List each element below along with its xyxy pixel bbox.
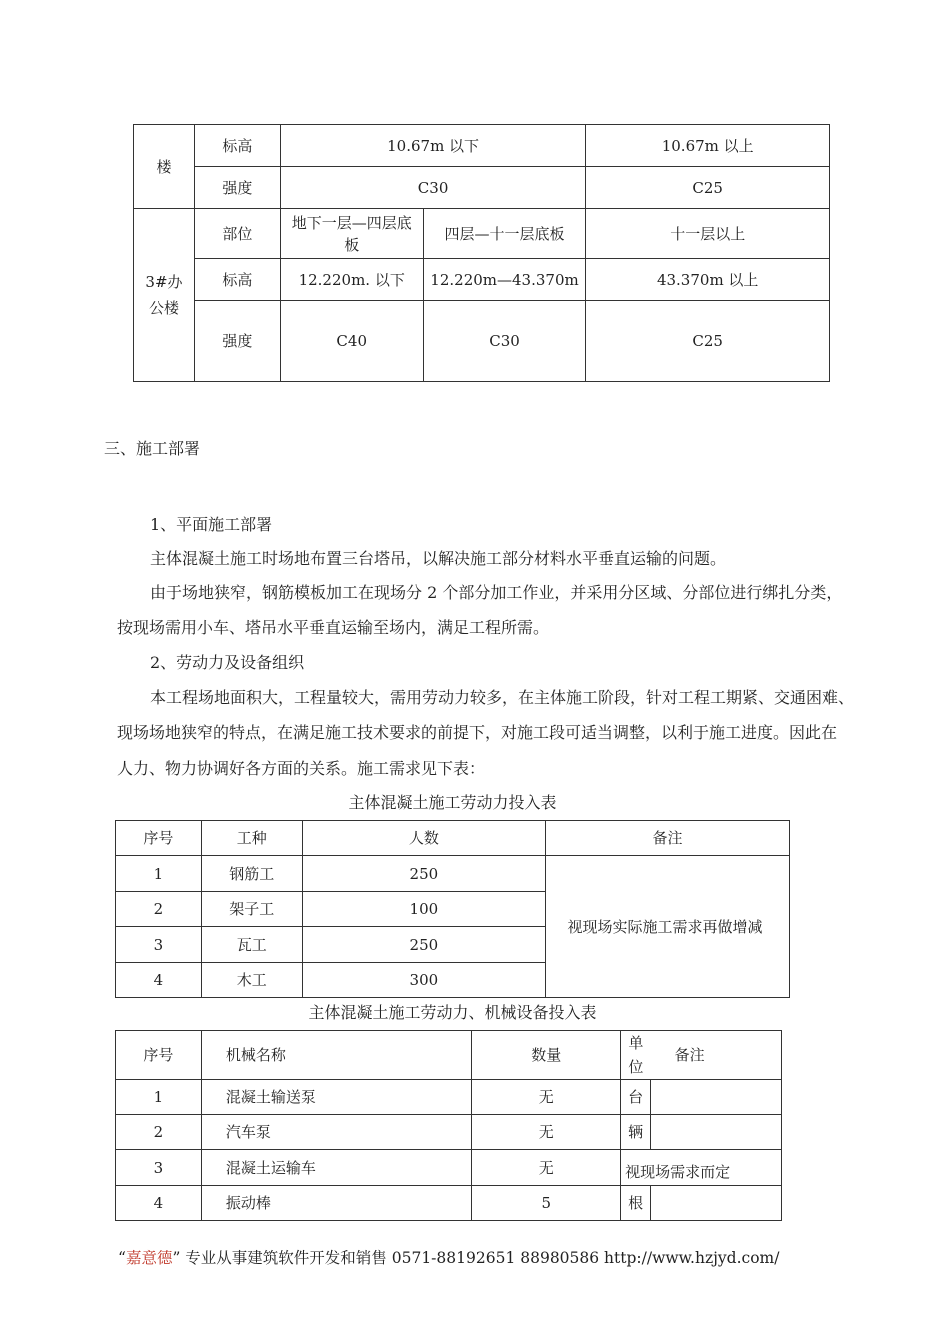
- table-cell: 振动棒: [201, 1186, 472, 1221]
- table-cell: 3: [116, 927, 202, 963]
- cell: 四层—十一层底板: [423, 209, 586, 259]
- table-cell: 2: [116, 892, 202, 927]
- header-cell: 备注: [546, 821, 790, 856]
- cell: 强度: [194, 301, 280, 382]
- table-cell: [651, 1080, 782, 1115]
- cell: C30: [423, 301, 586, 382]
- table-cell: 4: [116, 1186, 202, 1221]
- paragraph-3-line-1: 本工程场地面积大，工程量较大，需用劳动力较多，在主体施工阶段，针对工程工期紧、交通困难、: [150, 688, 855, 707]
- cell: C30: [280, 167, 586, 209]
- building-b-text: 3#办公楼: [145, 273, 183, 317]
- cell: C40: [280, 301, 423, 382]
- table-cell: 汽车泵: [201, 1115, 472, 1150]
- labor-table-caption: 主体混凝土施工劳动力投入表: [348, 793, 557, 812]
- header-cell: 数量: [472, 1031, 621, 1080]
- table-cell: 1: [116, 1080, 202, 1115]
- cell-text: 地下一层—四层底板: [291, 213, 412, 254]
- footer-brand: 嘉意德: [125, 1249, 173, 1267]
- cell: 强度: [194, 167, 280, 209]
- table-cell: 钢筋工: [201, 856, 302, 892]
- paragraph-3-line-3: 人力、物力协调好各方面的关系。施工需求见下表：: [117, 759, 486, 778]
- table-cell: 瓦工: [201, 927, 302, 963]
- paragraph-2-line-1: 由于场地狭窄，钢筋模板加工在现场分 2 个部分加工作业，并采用分区域、分部位进行绑扎分类，: [150, 583, 843, 602]
- table-cell: 300: [302, 963, 545, 998]
- subheading-1: 1、平面施工部署: [150, 515, 273, 534]
- table-cell: 混凝土运输车: [201, 1150, 472, 1186]
- table-cell: 4: [116, 963, 202, 998]
- strength-table: [133, 124, 830, 382]
- header-cell: 工种: [201, 821, 302, 856]
- cell: [280, 209, 423, 259]
- cell: 43.370m 以上: [586, 259, 830, 301]
- table-cell: [651, 1186, 782, 1221]
- table-cell: 250: [302, 856, 545, 892]
- table-cell: 5: [472, 1186, 621, 1221]
- table-cell: 辆: [621, 1115, 651, 1150]
- table-cell: 无: [472, 1150, 621, 1186]
- cell: 标高: [194, 259, 280, 301]
- footer-text: ” 专业从事建筑软件开发和销售 0571-88192651 88980586 http://www.hzjyd.com/: [172, 1249, 780, 1267]
- footer-quote: “: [118, 1249, 126, 1267]
- paragraph-1: 主体混凝土施工时场地布置三台塔吊，以解决施工部分材料水平垂直运输的问题。: [150, 549, 727, 568]
- footer: [118, 1246, 779, 1268]
- table-cell: 2: [116, 1115, 202, 1150]
- cell: 12.220m. 以下: [280, 259, 423, 301]
- cell: 10.67m 以下: [280, 125, 586, 167]
- section-heading: 三、施工部署: [104, 439, 201, 458]
- table-cell: 台: [621, 1080, 651, 1115]
- paragraph-2-line-2: 按现场需用小车、塔吊水平垂直运输至场内，满足工程所需。: [117, 618, 550, 637]
- cell: 12.220m—43.370m: [423, 259, 586, 301]
- header-cell: 人数: [302, 821, 545, 856]
- labor-table: [115, 820, 790, 998]
- building-a-label: 楼: [134, 125, 195, 209]
- table-cell: [651, 1115, 782, 1150]
- remark-cell: [546, 856, 790, 998]
- header-cell: 备注: [651, 1031, 782, 1080]
- table-cell: 木工: [201, 963, 302, 998]
- table-cell: 架子工: [201, 892, 302, 927]
- table-cell: 视现场需求而定: [621, 1150, 782, 1186]
- cell: C25: [586, 301, 830, 382]
- cell: 部位: [194, 209, 280, 259]
- building-b-label: [134, 209, 195, 382]
- cell: C25: [586, 167, 830, 209]
- cell: 标高: [194, 125, 280, 167]
- equip-table-caption: 主体混凝土施工劳动力、机械设备投入表: [308, 1003, 597, 1022]
- subheading-2: 2、劳动力及设备组织: [150, 653, 305, 672]
- table-cell: 无: [472, 1080, 621, 1115]
- table-cell: 1: [116, 856, 202, 892]
- table-cell: 100: [302, 892, 545, 927]
- table-cell: 无: [472, 1115, 621, 1150]
- cell: 10.67m 以上: [586, 125, 830, 167]
- header-cell: 单位: [621, 1031, 651, 1080]
- table-cell: 250: [302, 927, 545, 963]
- header-cell: 序号: [116, 1031, 202, 1080]
- header-cell: 机械名称: [201, 1031, 472, 1080]
- equip-table: [115, 1030, 782, 1221]
- table-cell: 3: [116, 1150, 202, 1186]
- remark-text: 视现场实际施工需求再做增减: [567, 917, 763, 936]
- table-cell: 根: [621, 1186, 651, 1221]
- table-cell: 混凝土输送泵: [201, 1080, 472, 1115]
- header-cell: 序号: [116, 821, 202, 856]
- paragraph-3-line-2: 现场场地狭窄的特点，在满足施工技术要求的前提下，对施工段可适当调整，以利于施工进度。因此在: [117, 723, 838, 742]
- cell: 十一层以上: [586, 209, 830, 259]
